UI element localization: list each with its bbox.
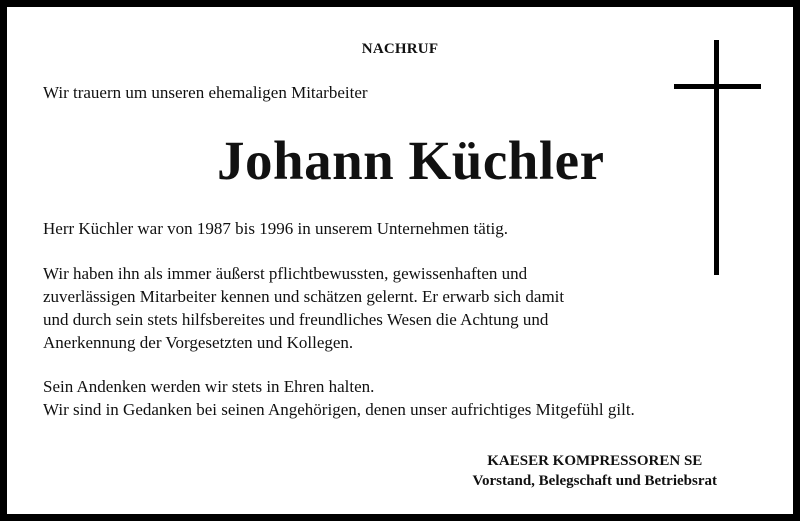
paragraph-remembrance <box>43 375 635 421</box>
paragraph-line: Wir haben ihn als immer äußerst pflichtbewussten, gewissenhaften und <box>43 264 528 283</box>
cross-horizontal-bar <box>674 84 761 89</box>
notice-heading: NACHRUF <box>361 41 439 57</box>
paragraph-line: zuverlässigen Mitarbeiter kennen und schätzen gelernt. Er erwarb sich damit <box>43 287 565 306</box>
paragraph-line: Anerkennung der Vorgesetzten und Kollegen. <box>43 333 354 352</box>
signature-block <box>473 451 717 491</box>
signers-line: Vorstand, Belegschaft und Betriebsrat <box>472 473 717 489</box>
company-name: KAESER KOMPRESSOREN SE <box>487 453 703 469</box>
paragraph-employment <box>43 217 508 240</box>
paragraph-line: Herr Küchler war von 1987 bis 1996 in unserem Unternehmen tätig. <box>43 219 509 238</box>
paragraph-line: und durch sein stets hilfsbereites und freundliches Wesen die Achtung und <box>43 310 549 329</box>
intro-line: Wir trauern um unseren ehemaligen Mitarbeiter <box>43 83 368 102</box>
paragraph-line: Wir sind in Gedanken bei seinen Angehörigen, denen unser aufrichtiges Mitgefühl gilt. <box>43 400 635 419</box>
paragraph-tribute <box>43 262 564 354</box>
paragraph-line: Sein Andenken werden wir stets in Ehren halten. <box>43 377 375 396</box>
cross-vertical-bar <box>714 40 719 275</box>
deceased-name: Johann Küchler <box>217 130 605 191</box>
